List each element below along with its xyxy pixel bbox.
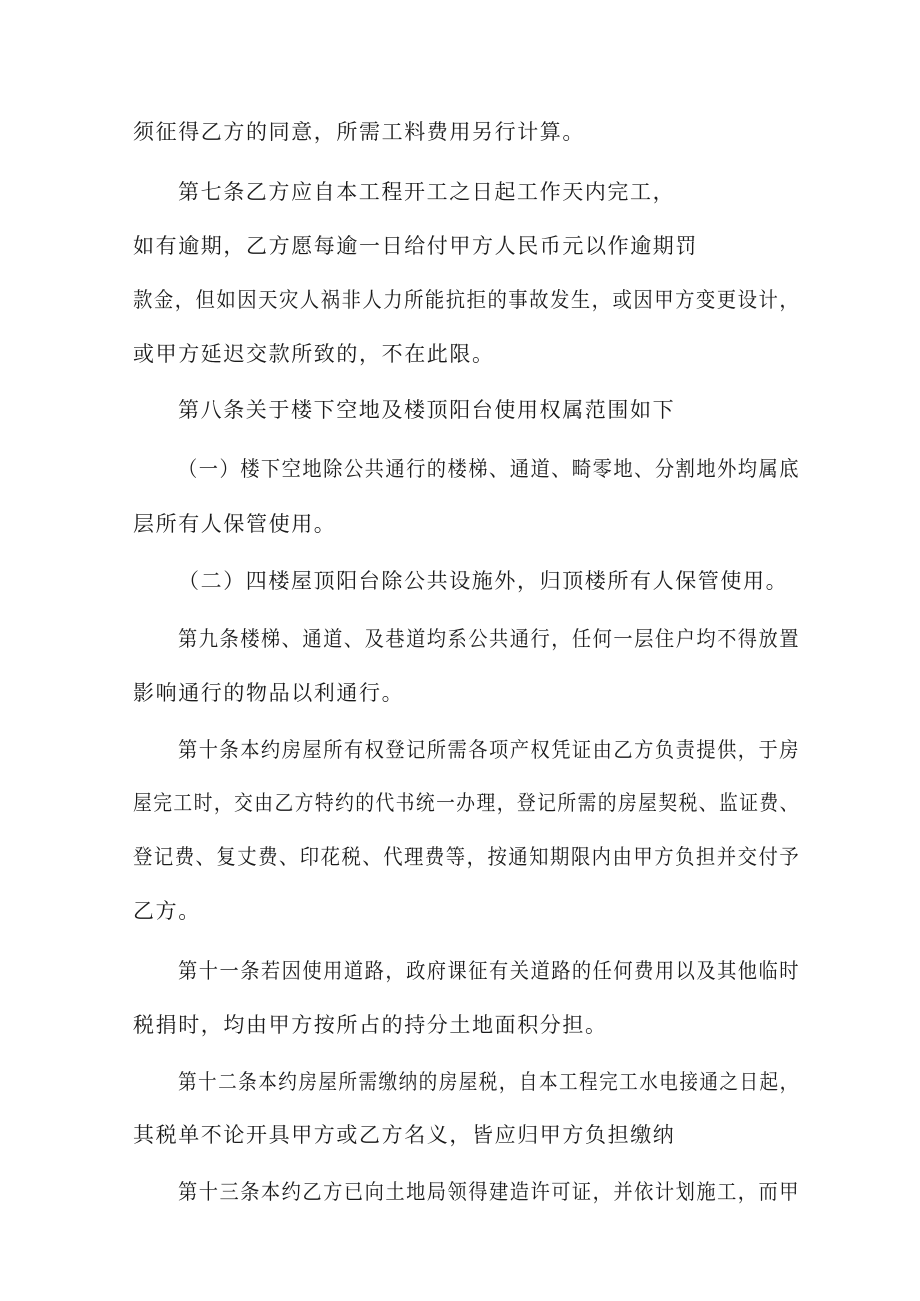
text-line: 第十一条若因使用道路，政府课征有关道路的任何费用以及其他临时 — [178, 959, 800, 983]
text-line: 第十二条本约房屋所需缴纳的房屋税，自本工程完工水电接通之日起， — [178, 1070, 800, 1094]
text-line: 第九条楼梯、通道、及巷道均系公共通行，任何一层住户均不得放置 — [178, 627, 800, 651]
text-line: 须征得乙方的同意，所需工料费用另行计算。 — [133, 120, 585, 144]
text-line: 第十条本约房屋所有权登记所需各项产权凭证由乙方负责提供，于房 — [178, 738, 800, 762]
text-line: 第七条乙方应自本工程开工之日起工作天内完工， — [178, 180, 676, 204]
text-line: 如有逾期，乙方愿每逾一日给付甲方人民币元以作逾期罚 — [133, 234, 698, 258]
text-line: 其税单不论开具甲方或乙方名义，皆应归甲方负担缴纳 — [133, 1123, 676, 1147]
text-line: 屋完工时，交由乙方特约的代书统一办理，登记所需的房屋契税、监证费、 — [133, 791, 800, 815]
text-line: 款金，但如因天灾人祸非人力所能抗拒的事故发生，或因甲方变更设计， — [133, 288, 801, 312]
text-line: 登记费、复丈费、印花税、代理费等，按通知期限内由甲方负担并交付予 — [133, 845, 801, 869]
text-line: （二）四楼屋顶阳台除公共设施外，归顶楼所有人保管使用。 — [178, 569, 789, 593]
text-line: 影响通行的物品以利通行。 — [133, 681, 405, 705]
text-line: 或甲方延迟交款所致的，不在此限。 — [133, 342, 495, 366]
text-line: 乙方。 — [133, 899, 201, 923]
text-line: 税捐时，均由甲方按所占的持分土地面积分担。 — [133, 1013, 608, 1037]
text-line: 第八条关于楼下空地及楼顶阳台使用权属范围如下 — [178, 398, 676, 422]
text-line: 层所有人保管使用。 — [133, 512, 337, 536]
text-line: （一）楼下空地除公共通行的楼梯、通道、畸零地、分割地外均属底 — [178, 457, 800, 481]
text-line: 第十三条本约乙方已向土地局领得建造许可证，并依计划施工，而甲 — [178, 1180, 800, 1204]
